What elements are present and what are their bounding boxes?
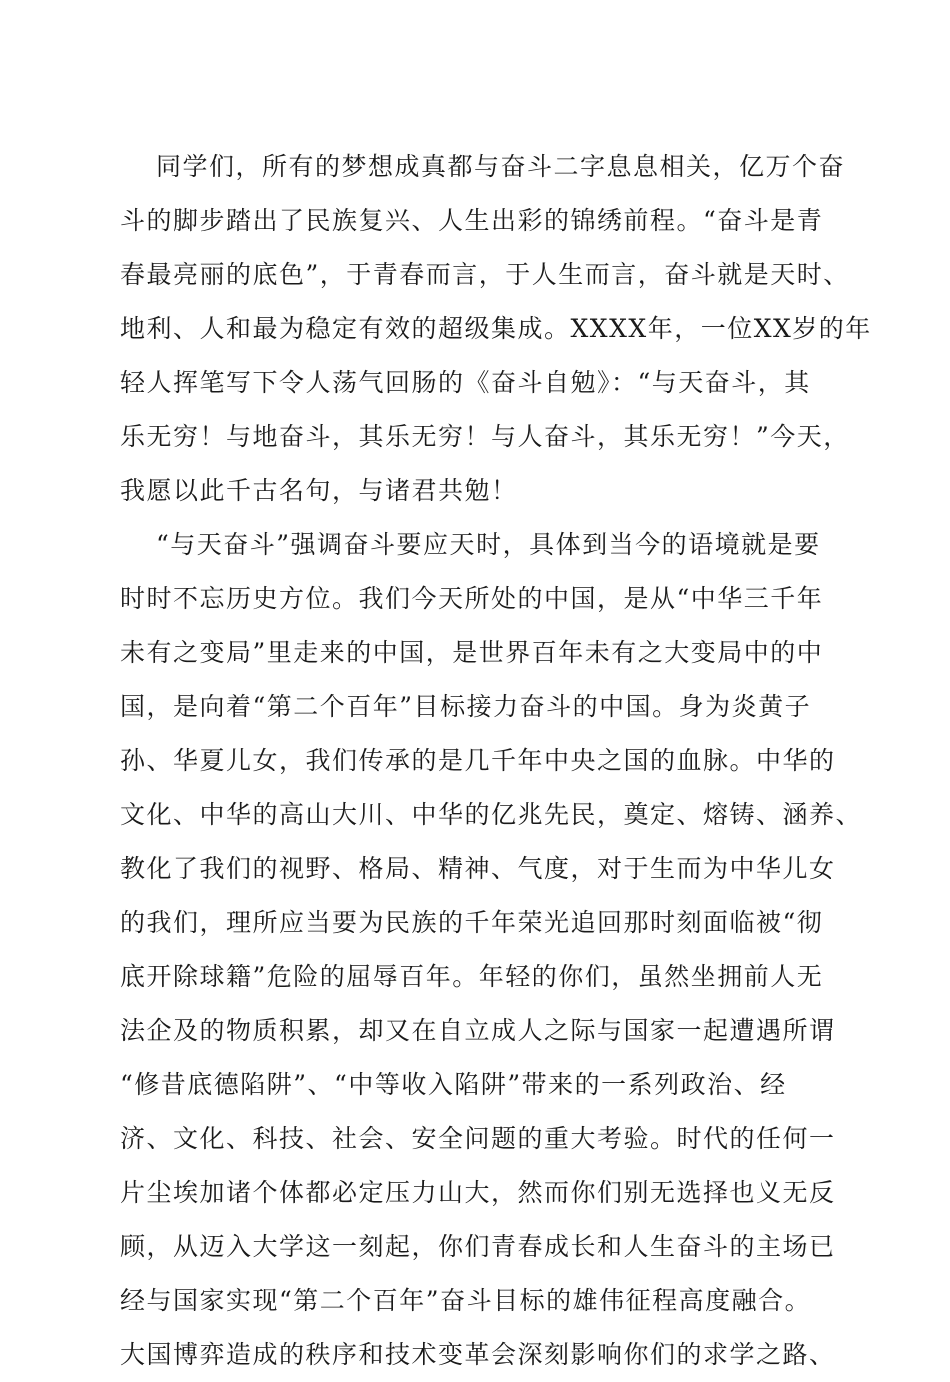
text-line: 我愿以此千古名句，与诸君共勉！ [120,476,518,505]
text-line: 顾，从迈入大学这一刻起，你们青春成长和人生奋斗的主场已 [120,1232,836,1261]
text-line: 未有之变局”里走来的中国，是世界百年未有之大变局中的中 [120,638,824,667]
text-line: 片尘埃加诸个体都必定压力山大，然而你们别无选择也义无反 [120,1178,836,1207]
text-line: 国，是向着“第二个百年”目标接力奋斗的中国。身为炎黄子 [120,692,812,721]
text-line: “与天奋斗”强调奋斗要应天时，具体到当今的语境就是要 [156,530,821,559]
text-line: 时时不忘历史方位。我们今天所处的中国，是从“中华三千年 [120,584,824,613]
paragraph-2 [120,518,863,1382]
paragraph-1 [120,140,872,518]
body-text [120,140,872,1382]
text-line: 乐无穷！与地奋斗，其乐无穷！与人奋斗，其乐无穷！”今天， [120,422,850,451]
text-line: “修昔底德陷阱”、“中等收入陷阱”带来的一系列政治、经 [120,1070,787,1099]
text-line: 春最亮丽的底色”，于青春而言，于人生而言，奋斗就是天时、 [120,260,850,289]
text-line: 底开除球籍”危险的屈辱百年。年轻的你们，虽然坐拥前人无 [120,962,824,991]
text-line: 轻人挥笔写下令人荡气回肠的《奋斗自勉》：“与天奋斗，其 [120,368,811,397]
text-line: 同学们，所有的梦想成真都与奋斗二字息息相关，亿万个奋 [156,152,846,181]
text-line: 文化、中华的高山大川、中华的亿兆先民，奠定、熔铸、涵养、 [120,800,863,829]
text-line: 地利、人和最为稳定有效的超级集成。XXXX年，一位XX岁的年 [120,314,872,343]
text-line: 大国博弈造成的秩序和技术变革会深刻影响你们的求学之路、 [120,1340,836,1369]
text-line: 教化了我们的视野、格局、精神、气度，对于生而为中华儿女 [120,854,836,883]
text-line: 经与国家实现“第二个百年”奋斗目标的雄伟征程高度融合。 [120,1286,812,1315]
text-line: 的我们，理所应当要为民族的千年荣光追回那时刻面临被“彻 [120,908,824,937]
text-line: 济、文化、科技、社会、安全问题的重大考验。时代的任何一 [120,1124,836,1153]
text-line: 法企及的物质积累，却又在自立成人之际与国家一起遭遇所谓 [120,1016,836,1045]
text-line: 斗的脚步踏出了民族复兴、人生出彩的锦绣前程。“奋斗是青 [120,206,824,235]
text-line: 孙、华夏儿女，我们传承的是几千年中央之国的血脉。中华的 [120,746,836,775]
